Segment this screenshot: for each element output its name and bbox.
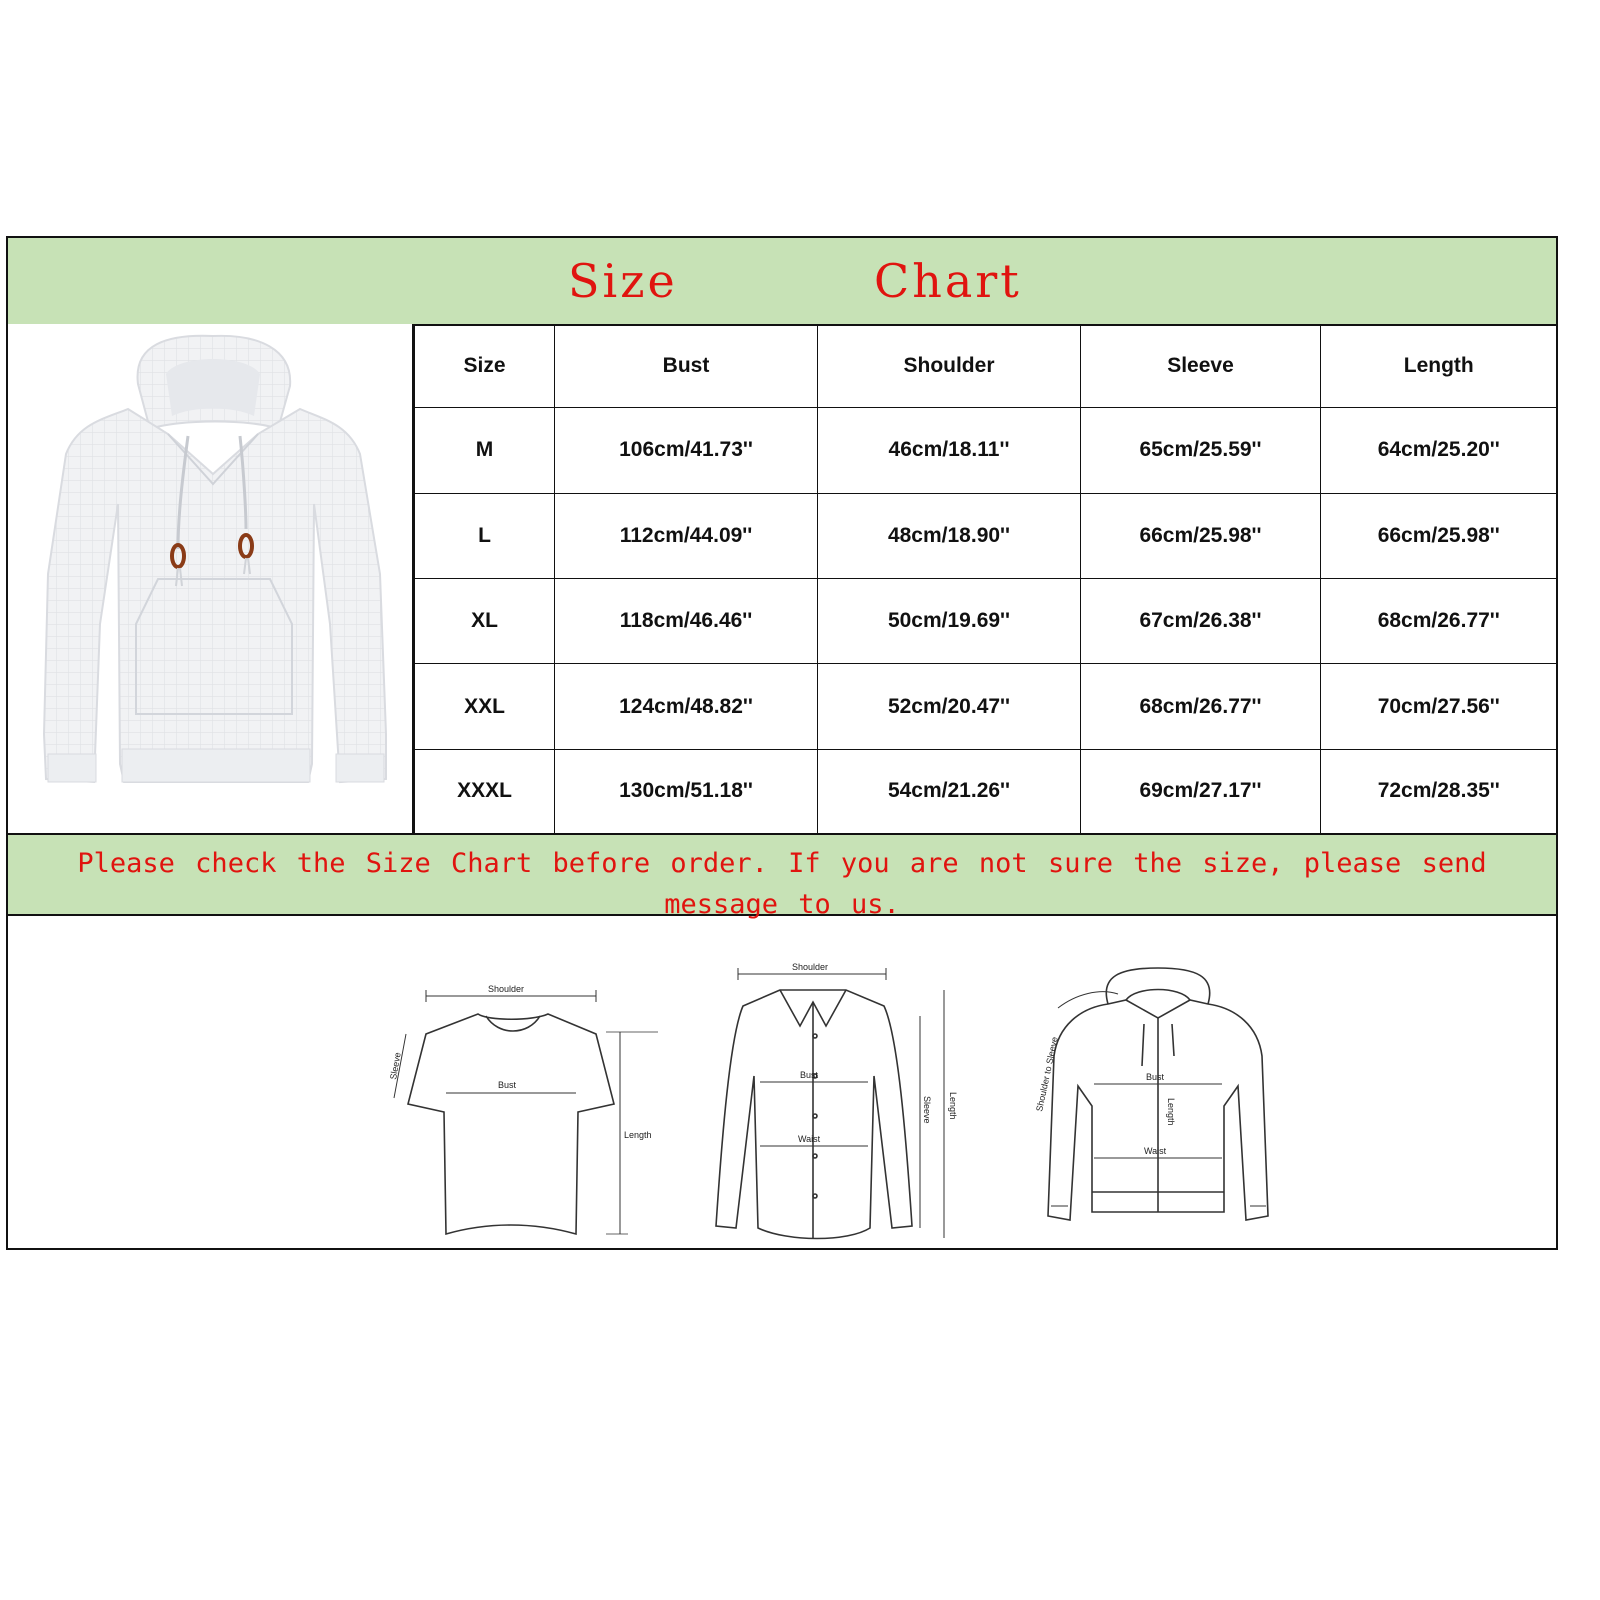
title-word-size: Size	[568, 254, 678, 308]
cell-shoulder: 54cm/21.26''	[818, 749, 1081, 833]
hoodie-waist-label: Waist	[1144, 1146, 1167, 1156]
notice-text: Please check the Size Chart before order. If you are not sure the size, please send message to us.	[77, 848, 1487, 920]
cell-bust: 130cm/51.18''	[555, 749, 818, 833]
cell-size: XXL	[415, 664, 555, 749]
shirt-sleeve-label: Sleeve	[922, 1096, 932, 1124]
cell-shoulder: 50cm/19.69''	[818, 578, 1081, 663]
hoodie-diagram-icon	[1048, 968, 1268, 1220]
cell-sleeve: 69cm/27.17''	[1081, 749, 1321, 833]
shirt-length-label: Length	[948, 1092, 958, 1120]
title-band	[8, 238, 1556, 326]
title-word-chart: Chart	[874, 254, 1022, 308]
shirt-waist-label: Waist	[798, 1134, 821, 1144]
table-row	[415, 408, 1557, 493]
header-bust: Bust	[555, 324, 818, 408]
measurement-diagrams	[8, 916, 1556, 1248]
shirt-shoulder-label: Shoulder	[792, 962, 829, 972]
size-chart-sheet	[6, 236, 1558, 1250]
cell-length: 64cm/25.20''	[1321, 408, 1557, 493]
product-image-cell	[8, 324, 414, 833]
header-size: Size	[415, 324, 555, 408]
tshirt-length-label: Length	[624, 1130, 652, 1140]
cell-sleeve: 66cm/25.98''	[1081, 493, 1321, 578]
cell-sleeve: 65cm/25.59''	[1081, 408, 1321, 493]
cell-size: M	[415, 408, 555, 493]
hoodie-photo-icon	[8, 324, 412, 833]
table-row	[415, 749, 1557, 833]
table-row	[415, 493, 1557, 578]
notice-band	[8, 833, 1556, 920]
cell-length: 68cm/26.77''	[1321, 578, 1557, 663]
hoodie-length-label: Length	[1166, 1098, 1176, 1126]
hoodie-shoulder-to-sleeve-label: Shoulder to Sleeve	[1034, 1035, 1060, 1113]
cell-shoulder: 48cm/18.90''	[818, 493, 1081, 578]
cell-size: XL	[415, 578, 555, 663]
cell-bust: 106cm/41.73''	[555, 408, 818, 493]
cell-size: XXXL	[415, 749, 555, 833]
table-header-row	[415, 324, 1557, 408]
hoodie-bust-label: Bust	[1146, 1072, 1165, 1082]
cell-size: L	[415, 493, 555, 578]
shirt-diagram-icon	[716, 968, 944, 1239]
tshirt-bust-label: Bust	[498, 1080, 517, 1090]
table-row	[415, 578, 1557, 663]
cell-shoulder: 46cm/18.11''	[818, 408, 1081, 493]
tshirt-diagram-icon	[394, 990, 658, 1234]
tshirt-sleeve-label: Sleeve	[388, 1051, 403, 1081]
shirt-bust-label: Bust	[800, 1070, 819, 1080]
cell-sleeve: 67cm/26.38''	[1081, 578, 1321, 663]
header-sleeve: Sleeve	[1081, 324, 1321, 408]
cell-bust: 124cm/48.82''	[555, 664, 818, 749]
cell-bust: 112cm/44.09''	[555, 493, 818, 578]
cell-shoulder: 52cm/20.47''	[818, 664, 1081, 749]
tshirt-shoulder-label: Shoulder	[488, 984, 525, 994]
cell-length: 70cm/27.56''	[1321, 664, 1557, 749]
header-shoulder: Shoulder	[818, 324, 1081, 408]
cell-sleeve: 68cm/26.77''	[1081, 664, 1321, 749]
size-table	[414, 324, 1557, 833]
cell-length: 66cm/25.98''	[1321, 493, 1557, 578]
cell-length: 72cm/28.35''	[1321, 749, 1557, 833]
header-length: Length	[1321, 324, 1557, 408]
table-row	[415, 664, 1557, 749]
cell-bust: 118cm/46.46''	[555, 578, 818, 663]
